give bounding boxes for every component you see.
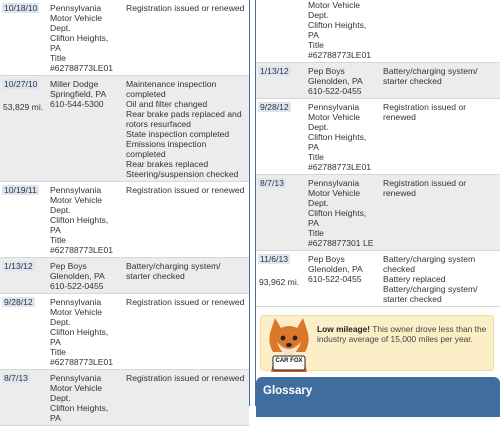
history-record <box>0 182 249 258</box>
record-source <box>306 102 379 172</box>
source-line: Dept. <box>50 317 71 327</box>
source-line: Motor Vehicle <box>50 307 103 317</box>
source-line: PA <box>50 413 61 423</box>
record-comments <box>122 297 249 367</box>
record-date: 9/28/12 <box>4 297 33 307</box>
source-line: PA <box>50 225 61 235</box>
record-source <box>48 3 122 73</box>
history-record <box>256 175 500 251</box>
source-line: Pennsylvania <box>50 373 102 383</box>
record-comments <box>379 66 500 96</box>
source-line: #62788773LE01 <box>308 162 372 172</box>
right-records <box>256 0 500 307</box>
source-line: Motor Vehicle <box>308 188 361 198</box>
source-line: Pep Boys <box>50 261 87 271</box>
source-line: Clifton Heights, <box>308 20 367 30</box>
source-line: Dept. <box>308 10 329 20</box>
history-record <box>256 99 500 175</box>
history-record <box>0 76 249 182</box>
record-source <box>48 261 122 291</box>
car-fox-logo-text: CAR FOX <box>275 358 303 364</box>
record-source <box>48 79 122 179</box>
source-line: 610-522-0455 <box>50 281 104 291</box>
source-line: Clifton Heights, <box>50 403 109 413</box>
comment-line: Battery/charging system checked <box>383 254 476 274</box>
source-line: #62788773LE01 <box>50 63 114 73</box>
history-table-right <box>255 0 500 406</box>
source-line: Pennsylvania <box>308 178 360 188</box>
source-line: Pennsylvania <box>50 3 102 13</box>
source-line: Glenolden, PA <box>308 264 363 274</box>
glossary-header[interactable] <box>256 377 500 417</box>
record-comments <box>122 373 249 423</box>
car-fox-mascot-icon <box>263 312 315 374</box>
record-date: 11/6/13 <box>260 254 289 264</box>
record-date: 8/7/13 <box>4 373 28 383</box>
comment-line: Battery/charging system/ starter checked <box>126 261 221 281</box>
record-date-cell <box>0 185 48 255</box>
source-line: Pennsylvania <box>50 185 102 195</box>
record-comments <box>379 178 500 248</box>
comment-line: Maintenance inspection completed <box>126 79 217 99</box>
source-line: Clifton Heights, <box>308 132 367 142</box>
source-line: PA <box>50 43 61 53</box>
record-source <box>48 297 122 367</box>
comment-line: Emissions inspection completed <box>126 139 207 159</box>
history-table-left <box>0 0 250 423</box>
record-comments <box>122 79 249 179</box>
record-date-cell <box>0 297 48 367</box>
comment-line: Battery replaced <box>383 274 446 284</box>
record-date-cell <box>256 102 306 172</box>
record-date-cell <box>0 261 48 291</box>
record-date-cell <box>0 3 48 73</box>
record-source <box>306 178 379 248</box>
source-line: Clifton Heights, <box>50 327 109 337</box>
record-source <box>48 185 122 255</box>
history-record <box>256 0 500 63</box>
record-date: 8/7/13 <box>260 178 284 188</box>
source-line: PA <box>308 30 319 40</box>
source-line: Dept. <box>50 205 71 215</box>
record-odometer: 53,829 mi. <box>3 102 44 112</box>
source-line: Dept. <box>308 198 329 208</box>
record-date: 10/27/10 <box>4 79 38 89</box>
source-line: 610-522-0455 <box>308 274 362 284</box>
source-line: Title <box>50 347 66 357</box>
comment-line: Steering/suspension checked <box>126 169 239 179</box>
comment-line: Rear brake pads replaced and rotors resurfaced <box>126 109 242 129</box>
banner-message <box>317 324 495 344</box>
record-comments <box>379 102 500 172</box>
comment-line: Registration issued or renewed <box>383 178 467 198</box>
source-line: #62788773LE01 <box>308 50 372 60</box>
record-date-cell <box>0 79 48 179</box>
banner-title: Low mileage! <box>317 324 371 334</box>
source-line: Clifton Heights, <box>50 33 109 43</box>
comment-line: Rear brakes replaced <box>126 159 209 169</box>
record-date: 10/19/11 <box>4 185 37 195</box>
record-source <box>306 254 379 304</box>
comment-line: Registration issued or renewed <box>126 185 245 195</box>
record-comments <box>379 0 500 60</box>
comment-line: Battery/charging system/ starter checked <box>383 66 478 86</box>
source-line: Springfield, PA <box>50 89 107 99</box>
source-line: Dept. <box>308 122 329 132</box>
source-line: PA <box>308 218 319 228</box>
source-line: Clifton Heights, <box>50 215 109 225</box>
record-source <box>48 373 122 423</box>
record-date: 10/18/10 <box>4 3 38 13</box>
record-date-cell <box>256 66 306 96</box>
source-line: Title <box>308 152 324 162</box>
record-source <box>306 0 379 60</box>
history-record <box>0 370 249 426</box>
history-record <box>0 258 249 294</box>
source-line: Title <box>308 40 324 50</box>
source-line: Glenolden, PA <box>308 76 363 86</box>
comment-line: Registration issued or renewed <box>126 297 245 307</box>
record-date-cell <box>256 178 306 248</box>
source-line: Glenolden, PA <box>50 271 105 281</box>
source-line: PA <box>50 337 61 347</box>
comment-line: Registration issued or renewed <box>126 373 245 383</box>
record-date: 1/13/12 <box>260 66 289 76</box>
record-date-cell <box>0 373 48 423</box>
record-comments <box>122 261 249 291</box>
record-date-cell <box>256 254 306 304</box>
history-record <box>0 0 249 76</box>
low-mileage-banner <box>260 315 494 371</box>
history-record <box>0 294 249 370</box>
record-date: 9/28/12 <box>260 102 289 112</box>
comment-line: Battery/charging system/ starter checked <box>383 284 478 304</box>
source-line: Pep Boys <box>308 254 345 264</box>
comment-line: Oil and filter changed <box>126 99 208 109</box>
source-line: #62788773LE01 <box>50 357 114 367</box>
record-comments <box>379 254 500 304</box>
source-line: #62788773LE01 <box>50 245 114 255</box>
source-line: Motor Vehicle <box>50 195 103 205</box>
source-line: Motor Vehicle <box>308 112 361 122</box>
source-line: Dept. <box>50 393 71 403</box>
comment-line: Registration issued or renewed <box>383 102 467 122</box>
source-line: Motor Vehicle <box>50 383 103 393</box>
record-date-cell <box>256 0 306 60</box>
source-line: Motor Vehicle <box>50 13 103 23</box>
record-odometer: 93,962 mi. <box>259 277 300 287</box>
glossary-title: Glossary <box>263 385 313 397</box>
record-comments <box>122 3 249 73</box>
source-line: #6278877301 LE <box>308 238 374 248</box>
source-line: 610-544-5300 <box>50 99 104 109</box>
source-line: 610-522-0455 <box>308 86 362 96</box>
comment-line: State inspection completed <box>126 129 230 139</box>
comment-line: Registration issued or renewed <box>126 3 245 13</box>
record-comments <box>122 185 249 255</box>
source-line: Title <box>50 235 66 245</box>
source-line: Title <box>308 228 324 238</box>
source-line: Title <box>50 53 66 63</box>
source-line: Pennsylvania <box>50 297 102 307</box>
source-line: Pep Boys <box>308 66 345 76</box>
source-line: Clifton Heights, <box>308 208 367 218</box>
record-source <box>306 66 379 96</box>
source-line: PA <box>308 142 319 152</box>
history-record <box>256 251 500 307</box>
banner-text: This owner drove less than the industry average of 15,000 miles per year. <box>317 324 487 344</box>
record-date: 1/13/12 <box>4 261 33 271</box>
source-line: Motor Vehicle <box>308 0 361 10</box>
source-line: Miller Dodge <box>50 79 99 89</box>
source-line: Dept. <box>50 23 71 33</box>
source-line: Pennsylvania <box>308 102 360 112</box>
history-record <box>256 63 500 99</box>
